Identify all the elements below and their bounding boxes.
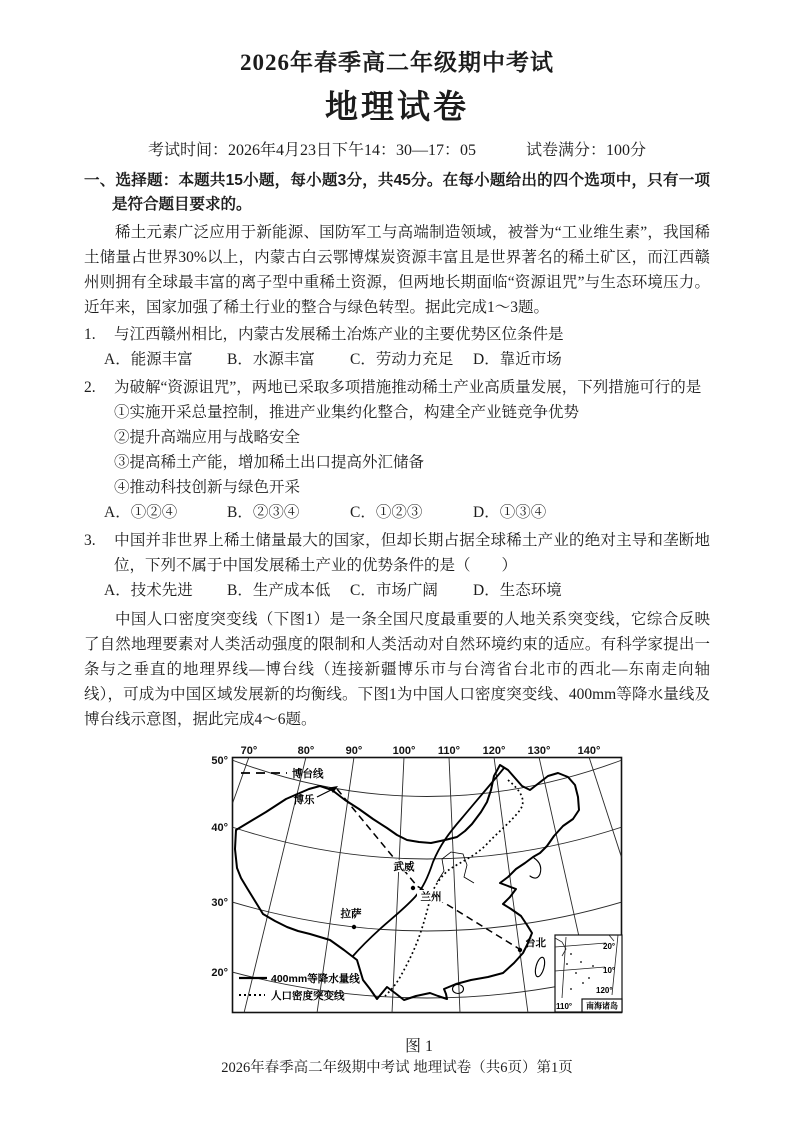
option-2d: D．①③④ [473,504,547,521]
lon-label: 130° [527,745,551,757]
lat-label: 50° [211,755,228,767]
option-1a: A．能源丰富 [104,351,193,368]
question-1 [84,322,710,347]
hainan-island [453,985,464,994]
lon-label: 100° [392,745,416,757]
option-3b: B．生产成本低 [227,582,331,599]
question-2-number: 2. [84,379,96,396]
lon-label: 80° [297,745,315,757]
question-2-item-4: ④推动科技创新与绿色开采 [114,479,301,496]
question-2-item-2: ②提升高端应用与战略安全 [114,429,301,446]
china-map-figure [199,742,639,1020]
option-3a: A．技术先进 [104,582,193,599]
density-legend-label: 人口密度突变线 [271,990,345,1002]
option-2b: B．②③④ [227,504,300,521]
question-3-options [84,578,710,604]
lon-label: 120° [482,745,506,757]
lat-label: 30° [211,897,228,909]
isohyet-legend-label: 400mm等降水量线 [271,973,360,985]
city-label-lhasa: 拉萨 [340,908,362,920]
option-3d: D．生态环境 [473,582,562,599]
lhasa-dot [352,925,356,929]
figure-1 [199,742,639,1056]
inset-lat-10-label: 10° [603,966,616,975]
city-label-bole: 博乐 [293,794,315,806]
map-latitude-labels [211,755,228,979]
map-longitude-labels [241,745,601,757]
city-label-taipei: 台北 [525,937,546,949]
exam-info-line [84,137,710,160]
page-footer: 2026年春季高二年级期中考试 地理试卷（共6页）第1页 [221,1060,573,1076]
inset-lon-110-label: 110° [556,1002,573,1011]
lat-label: 40° [211,822,228,834]
full-score: 试卷满分：100分 [526,142,647,159]
lon-label: 70° [240,745,258,757]
south-china-sea-inset [555,935,622,1012]
question-2-stem: 为破解“资源诅咒”，两地已采取多项措施推动稀土产业高质量发展，下列措施可行的是 [114,379,702,396]
question-2-options [84,500,710,526]
inset-lat-20-label: 20° [603,942,616,951]
city-label-wuwei: 武威 [393,861,415,873]
option-3c: C．市场广阔 [350,582,438,599]
option-1c: C．劳动力充足 [350,351,454,368]
question-1-options [84,347,710,373]
botai-legend-label: 博台线 [292,768,324,780]
yellow-river-line [437,852,474,883]
lon-label: 90° [345,745,363,757]
taipei-dot [518,948,522,952]
exam-session-title: 2026年春季高二年级期中考试 [240,50,554,75]
section-1-header: 一、选择题：本题共15小题，每小题3分，共45分。在每小题给出的四个选项中，只有一项是符合题目要求的。 [84,172,710,213]
inset-lon-120-label: 120° [596,986,613,995]
option-1b: B．水源丰富 [227,351,315,368]
figure-1-caption: 图 1 [404,1038,433,1055]
question-3 [84,528,710,578]
taiwan-island [534,956,547,977]
question-2 [84,375,710,400]
passage-2: 中国人口密度突变线（下图1）是一条全国尺度最重要的人地关系突变线，它综合反映了自然地理要素对人类活动强度的限制和人类活动对自然环境约束的适应。有科学家提出一条与之垂直的地理界线—博台线（连接新疆博乐市与台湾省台北市的西北—东南走向轴线），可成为中国区域发展新的均衡线。下图1为中国人口密度突变线、400mm等降水量线及博台线示意图，据此完成4～6题。 [84,611,710,728]
question-2-item-1: ①实施开采总量控制，推进产业集约化整合，构建全产业链竞争优势 [114,404,580,421]
lon-label: 140° [577,745,601,757]
question-1-stem: 与江西赣州相比，内蒙古发展稀土冶炼产业的主要优势区位条件是 [114,326,564,343]
map-legend-top [241,767,324,780]
paper-title: 地理试卷 [325,90,469,126]
option-2c: C．①②③ [350,504,423,521]
population-density-line [385,780,523,996]
lat-label: 20° [211,967,228,979]
inset-title: 南海诸岛 [586,1001,618,1011]
option-2a: A．①②④ [104,504,178,521]
exam-time: 考试时间：2026年4月23日下午14：30—17：05 [147,142,476,159]
korea-outline [530,858,541,878]
question-1-number: 1. [84,326,96,343]
option-1d: D．靠近市场 [473,351,562,368]
lanzhou-dot [411,886,415,890]
city-label-lanzhou: 兰州 [420,891,442,903]
question-3-stem: 中国并非世界上稀土储量最大的国家，但却长期占据全球稀土产业的绝对主导和垄断地位，下列不属于中国发展稀土产业的优势条件的是（ ） [114,532,710,574]
question-2-item-3: ③提高稀土产能，增加稀土出口提高外汇储备 [114,454,425,471]
question-3-number: 3. [84,532,96,549]
lon-label: 110° [437,745,461,757]
passage-1: 稀土元素广泛应用于新能源、国防军工与高端制造领域，被誉为“工业维生素”，我国稀土储量占世界30%以上，内蒙古白云鄂博煤炭资源丰富且是世界著名的稀土矿区，而江西赣州则拥有全球最丰富的离子型中重稀土资源，但两地长期面临“资源诅咒”与生态环境压力。近年来，国家加强了稀土行业的整合与绿色转型。据此完成1～3题。 [84,224,710,316]
